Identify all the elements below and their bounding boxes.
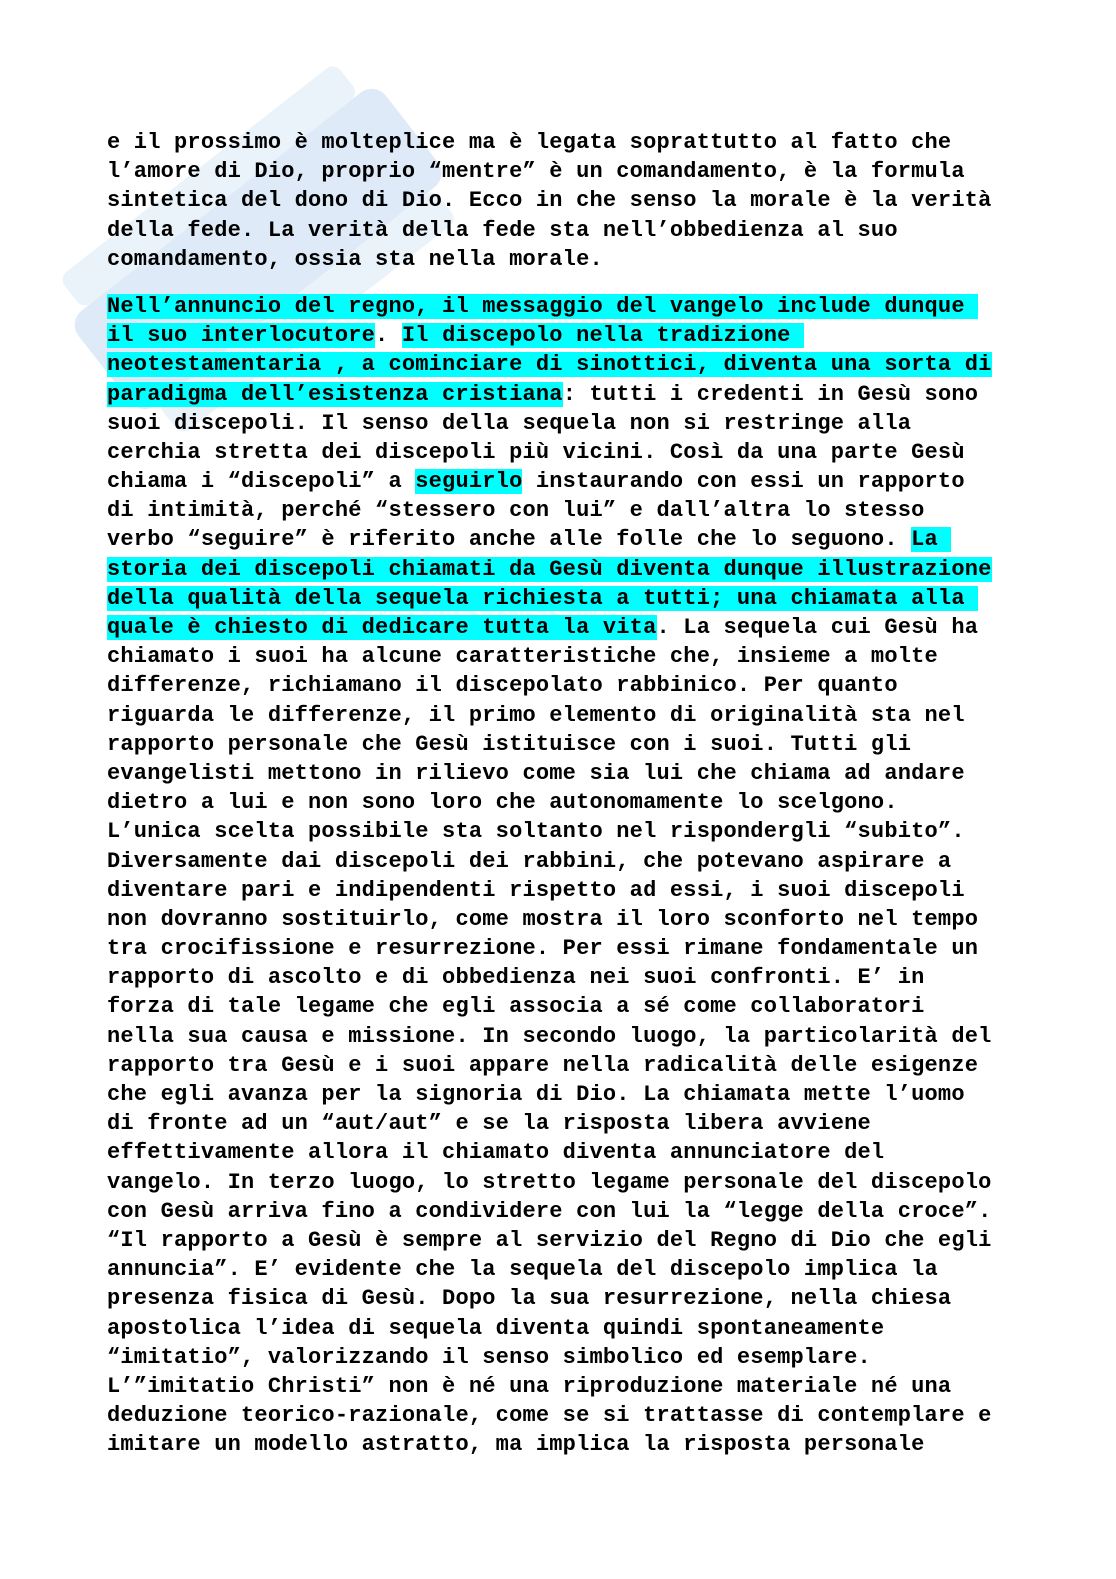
text-line: imitare un modello astratto, ma implica la risposta personale — [107, 1432, 925, 1458]
text-line: apostolica l’idea di sequela diventa quindi spontaneamente — [107, 1315, 885, 1341]
highlighted-text: il suo interlocutore — [107, 323, 376, 349]
text-line: riguarda le differenze, il primo elemento di originalità sta nel — [107, 702, 965, 728]
text-line: chiamato i suoi ha alcune caratteristiche che, insieme a molte — [107, 644, 938, 670]
text-line: che egli avanza per la signoria di Dio. La chiamata mette l’uomo — [107, 1082, 965, 1107]
text-line — [107, 321, 1007, 350]
text-line: rapporto di ascolto e di obbedienza nei suoi confronti. E’ in — [107, 965, 925, 991]
text-line: nella sua causa e missione. In secondo luogo, la particolarità del — [107, 1023, 992, 1049]
text-line: differenze, richiamano il discepolato rabbinico. Per quanto — [107, 673, 898, 699]
text-line: “imitatio”, valorizzando il senso simbolico ed esemplare. — [107, 1344, 871, 1370]
text-line: Diversamente dai discepoli dei rabbini, che potevano aspirare a — [107, 848, 952, 874]
text-line: L’”imitatio Christi” non è né una riproduzione materiale né una — [107, 1373, 952, 1399]
text-line: di fronte ad un “aut/aut” e se la risposta libera avviene — [107, 1111, 871, 1137]
text-line: suoi discepoli. Il senso della sequela non si restringe alla — [107, 410, 912, 436]
highlighted-text: storia dei discepoli chiamati da Gesù diventa dunque illustrazione — [107, 556, 992, 582]
text-line: con Gesù arriva fino a condividere con lui la “legge della croce”. — [107, 1198, 992, 1224]
plain-text: instaurando con essi un rapporto — [522, 469, 965, 495]
text-line: sintetica del dono di Dio. Ecco in che senso la morale è la verità — [107, 188, 992, 214]
highlighted-text: Nell’annuncio del regno, il messaggio del vangelo include dunque — [107, 293, 979, 319]
text-line: vangelo. In terzo luogo, lo stretto legame personale del discepolo — [107, 1169, 992, 1195]
plain-text: chiama i “discepoli” a — [107, 469, 416, 495]
text-line: L’unica scelta possibile sta soltanto nel rispondergli “subito”. — [107, 819, 965, 845]
text-line: della fede. La verità della fede sta nell’obbedienza al suo — [107, 217, 898, 243]
text-line: comandamento, ossia sta nella morale. — [107, 246, 603, 272]
highlighted-text: paradigma dell’esistenza cristiana — [107, 381, 563, 407]
text-line — [107, 525, 1007, 554]
paragraph-2 — [107, 292, 1007, 1460]
text-line — [107, 467, 1007, 496]
text-line: forza di tale legame che egli associa a sé come collaboratori — [107, 994, 925, 1020]
text-line — [107, 584, 1007, 613]
plain-text: verbo “seguire” è riferito anche alle folle che lo seguono. — [107, 527, 912, 553]
plain-text: . — [375, 323, 402, 349]
text-line: di intimità, perché “stessero con lui” e dall’altra lo stesso — [107, 498, 925, 524]
text-line: non dovranno sostituirlo, come mostra il loro sconforto nel tempo — [107, 906, 979, 932]
highlighted-text: neotestamentaria , a cominciare di sinottici, diventa una sorta di — [107, 352, 992, 378]
text-line — [107, 555, 1007, 584]
text-line: annuncia”. E’ evidente che la sequela del discepolo implica la — [107, 1257, 938, 1283]
text-line: “Il rapporto a Gesù è sempre al servizio del Regno di Dio che egli — [107, 1227, 992, 1253]
highlighted-text: Il discepolo nella tradizione — [401, 323, 804, 349]
text-line: l’amore di Dio, proprio “mentre” è un comandamento, è la formula — [107, 159, 965, 185]
plain-text: . La sequela cui Gesù ha — [656, 615, 979, 640]
text-line: dietro a lui e non sono loro che autonomamente lo scelgono. — [107, 790, 898, 816]
highlighted-text: quale è chiesto di dedicare tutta la vita — [107, 615, 657, 640]
highlighted-text: La — [911, 527, 952, 553]
text-line — [107, 380, 1007, 409]
text-line — [107, 292, 1007, 321]
text-line: rapporto personale che Gesù istituisce con i suoi. Tutti gli — [107, 731, 912, 757]
text-line: cerchia stretta dei discepoli più vicini. Così da una parte Gesù — [107, 439, 965, 465]
text-line: rapporto tra Gesù e i suoi appare nella radicalità delle esigenze — [107, 1052, 979, 1078]
paragraph-1 — [107, 128, 1007, 274]
text-line — [107, 350, 1007, 379]
text-line: diventare pari e indipendenti rispetto ad essi, i suoi discepoli — [107, 877, 965, 903]
text-line — [107, 613, 1007, 642]
text-line: evangelisti mettono in rilievo come sia lui che chiama ad andare — [107, 760, 965, 786]
text-line: presenza fisica di Gesù. Dopo la sua resurrezione, nella chiesa — [107, 1286, 952, 1312]
text-line: tra crocifissione e resurrezione. Per essi rimane fondamentale un — [107, 936, 979, 962]
text-line: e il prossimo è molteplice ma è legata soprattutto al fatto che — [107, 130, 952, 155]
document-text — [107, 128, 1007, 1459]
text-line: deduzione teorico-razionale, come se si trattasse di contemplare e — [107, 1403, 992, 1429]
plain-text: : tutti i credenti in Gesù sono — [562, 381, 979, 407]
highlighted-text: della qualità della sequela richiesta a tutti; una chiamata alla — [107, 585, 979, 611]
highlighted-text: seguirlo — [415, 469, 523, 495]
text-line: effettivamente allora il chiamato diventa annunciatore del — [107, 1140, 885, 1166]
